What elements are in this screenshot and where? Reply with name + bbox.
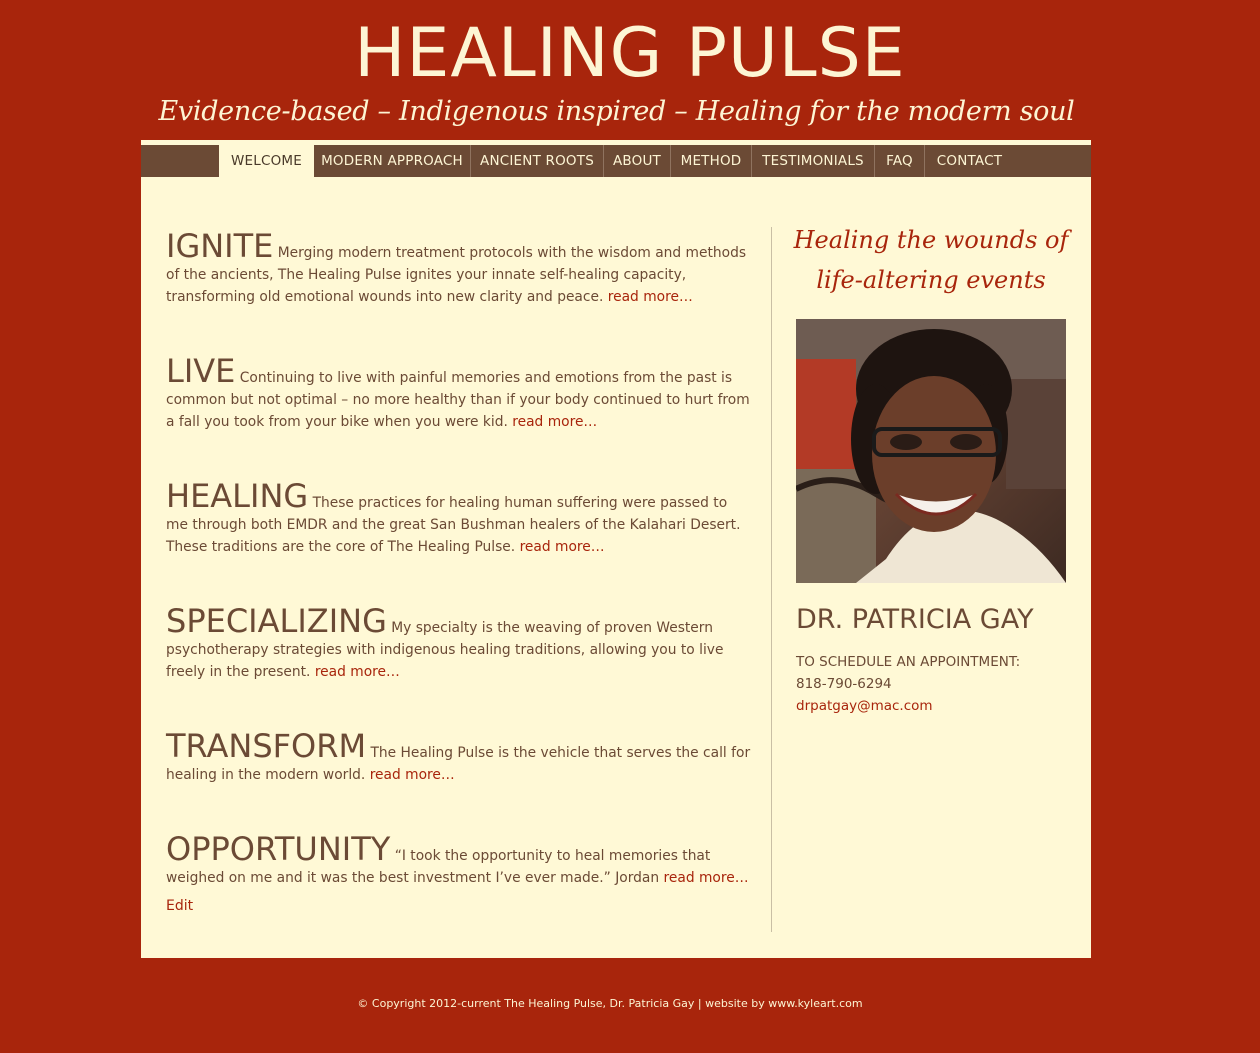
footer-copyright: © Copyright 2012-current The Healing Pulse, Dr. Patricia Gay | website by www.kyleart.com <box>357 997 863 1010</box>
section-text: The Healing Pulse is the vehicle that serves the call for healing in the modern world. <box>166 745 751 783</box>
appointment-label: TO SCHEDULE AN APPOINTMENT: <box>796 654 1021 670</box>
nav-item-ancient-roots[interactable]: ANCIENT ROOTS <box>471 145 604 177</box>
main-nav <box>141 145 1091 177</box>
section-heading: OPPORTUNITY <box>166 830 391 868</box>
nav-item-welcome[interactable]: WELCOME <box>219 145 314 177</box>
nav-item-faq[interactable]: FAQ <box>875 145 925 177</box>
doctor-portrait <box>796 319 1066 583</box>
section-specializing <box>166 602 751 683</box>
section-transform <box>166 727 751 786</box>
section-text: “I took the opportunity to heal memories that weighed on me and it was the best investment I’ve ever made.” Jordan <box>166 848 711 886</box>
read-more-link[interactable]: read more… <box>314 664 400 680</box>
nav-item-method[interactable]: METHOD <box>671 145 752 177</box>
read-more-link[interactable]: read more… <box>369 767 455 783</box>
read-more-link[interactable]: read more… <box>519 539 605 555</box>
section-heading: IGNITE <box>166 227 274 265</box>
nav-item-contact[interactable]: CONTACT <box>936 153 1003 169</box>
site-title[interactable]: HEALING PULSE <box>354 14 906 93</box>
section-healing <box>166 477 751 558</box>
appointment-phone: 818-790-6294 <box>796 676 892 692</box>
section-heading: HEALING <box>166 477 309 515</box>
sidebar-heading: Healing the wounds of life-altering events <box>793 226 1069 294</box>
section-text: My specialty is the weaving of proven Western psychotherapy strategies with indigenous healing traditions, allowing you to live freely in the present. <box>166 620 724 680</box>
read-more-link[interactable]: read more… <box>607 289 693 305</box>
section-ignite <box>166 227 751 308</box>
nav-item-testimonials[interactable]: TESTIMONIALS <box>752 145 875 177</box>
section-text: These practices for healing human suffering were passed to me through both EMDR and the great San Bushman healers of the Kalahari Desert. These traditions are the core of The Healing Pulse. <box>166 495 741 555</box>
nav-item-modern-approach[interactable]: MODERN APPROACH <box>314 145 471 177</box>
section-heading: TRANSFORM <box>166 727 367 765</box>
read-more-link[interactable]: read more… <box>512 414 598 430</box>
site-tagline: Evidence-based – Indigenous inspired – Healing for the modern soul <box>158 96 1075 127</box>
section-text: Continuing to live with painful memories and emotions from the past is common but not optimal – no more healthy than if your body continued to hurt from a fall you took from your bike when you were kid. <box>166 370 750 430</box>
read-more-link[interactable]: read more… <box>663 870 749 886</box>
portrait-image <box>796 319 1066 583</box>
section-opportunity <box>166 830 751 889</box>
section-heading: SPECIALIZING <box>166 602 387 640</box>
section-text: Merging modern treatment protocols with the wisdom and methods of the ancients, The Healing Pulse ignites your innate self-healing capacity, transforming old emotional wounds into new clarity and peace. <box>166 245 747 305</box>
column-divider <box>771 227 772 932</box>
appointment-email-link[interactable]: drpatgay@mac.com <box>796 698 933 714</box>
edit-link[interactable]: Edit <box>166 898 194 914</box>
section-live <box>166 352 751 433</box>
section-heading: LIVE <box>166 352 236 390</box>
doctor-name: DR. PATRICIA GAY <box>796 604 1034 635</box>
nav-item-about[interactable]: ABOUT <box>604 145 671 177</box>
content-container <box>141 140 1091 958</box>
